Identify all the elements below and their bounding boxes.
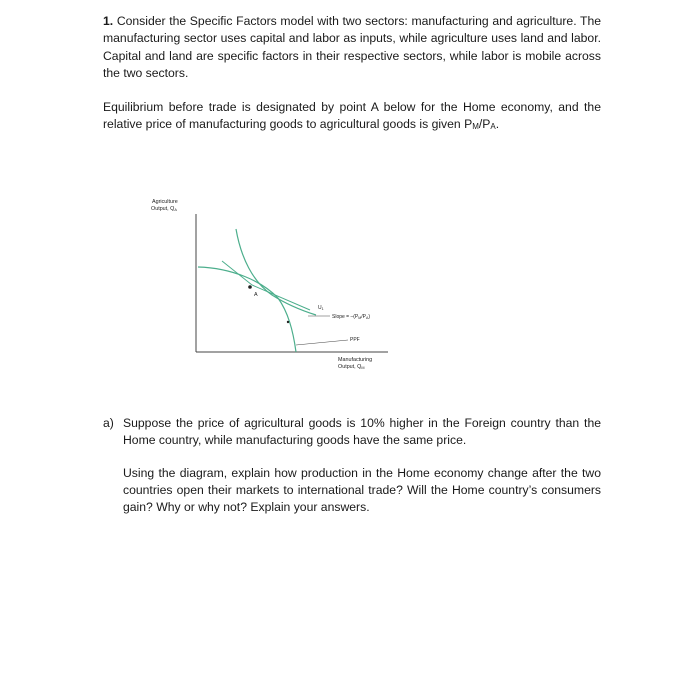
- price-end: .: [495, 117, 500, 132]
- price-sub-a: A: [490, 122, 496, 132]
- ppf-curve: [198, 267, 296, 352]
- indifference-curve-u1: [236, 229, 316, 315]
- part-a-question: [103, 415, 601, 516]
- indifference-label: $U_1$: [318, 305, 324, 311]
- point-a-marker: [248, 285, 252, 289]
- ppf-label: PPF: [350, 337, 360, 343]
- y-axis-label-line2: Output, QA: [151, 206, 177, 212]
- slope-label: Slope = $-(P_M/P_A)$: [332, 314, 371, 320]
- equilibrium-text: Equilibrium before trade is designated by point A below for the Home economy, and the relative price of manufacturing goods to agricultural goods is given P: [103, 100, 601, 132]
- ppf-point-marker: [287, 321, 289, 323]
- price-slash: /P: [478, 117, 491, 132]
- y-axis-label-line1: Agriculture: [152, 199, 178, 205]
- part-a-line1: Suppose the price of agricultural goods is 10% higher in the Foreign country than the Home country, while manufacturing goods have the same price.: [123, 416, 601, 448]
- price-line: [222, 261, 310, 310]
- price-sub-m: M: [472, 122, 479, 132]
- point-a-label: A: [254, 292, 258, 298]
- x-axis-label-line2: Output, QM: [338, 364, 365, 370]
- question-intro: [103, 13, 601, 82]
- question-intro-text: Consider the Specific Factors model with two sectors: manufacturing and agriculture. The manufacturing sector uses capital and labor as inputs, while agriculture uses land and labor. Capital and land are specific factors in their respective sectors, while labor is mobile across the two sectors.: [103, 14, 601, 80]
- part-a-line2: Using the diagram, explain how production in the Home economy change after the two countries open their markets to international trade? Will the Home country’s consumers gain? Why or why not? Explain your answers.: [123, 465, 601, 515]
- ppf-leader-line: [296, 340, 348, 345]
- x-axis-label-line1: Manufacturing: [338, 357, 373, 363]
- equilibrium-paragraph: [103, 99, 601, 135]
- question-number: 1.: [103, 14, 114, 28]
- part-a-marker: a): [103, 416, 114, 430]
